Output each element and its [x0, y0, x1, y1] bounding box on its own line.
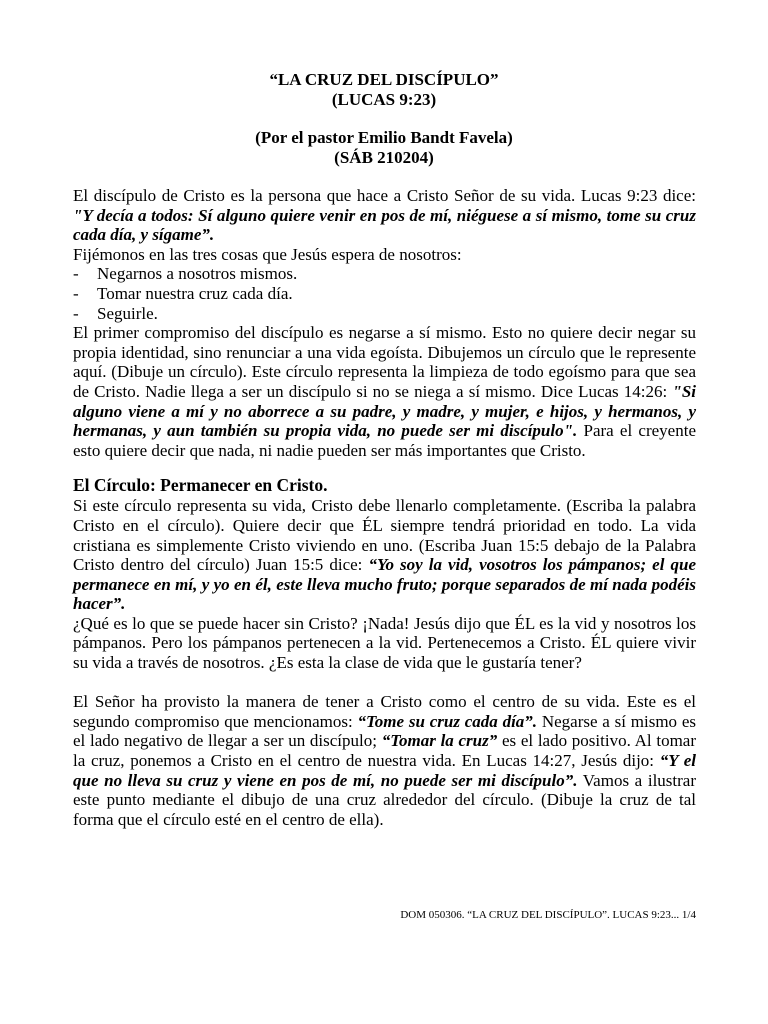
list-dash: -	[73, 303, 79, 323]
second-commitment-text-1: El Señor ha provisto la manera de tener a Cristo como el centro de su vida. Este es el segundo compromiso que mencionamos:	[73, 692, 696, 731]
section-heading: El Círculo: Permanecer en Cristo.	[73, 475, 328, 496]
list-item	[73, 304, 696, 324]
paragraph-three-things: Fijémonos en las tres cosas que Jesús espera de nosotros:	[73, 244, 462, 264]
list-item	[73, 264, 696, 284]
second-commitment-quote-1: “Tome su cruz cada día”.	[357, 711, 538, 731]
document-body	[73, 186, 696, 829]
second-commitment-quote-3: “Y el que no lleva su cruz y viene en pos de mí, no puede ser mi discípulo”.	[73, 751, 696, 790]
circle-quote: “Yo soy la vid, vosotros los pámpanos; el que permanece en mí, y yo en él, este lleva mucho fruto; porque separados de mí nada podéis hacer”.	[73, 555, 696, 614]
intro-quote: "Y decía a todos: Sí alguno quiere venir en pos de mí, niéguese a sí mismo, tome su cruz cada día, y sígame”.	[73, 205, 696, 245]
second-commitment-text-2: Negarse a sí mismo es el lado negativo de llegar a ser un discípulo;	[73, 711, 696, 751]
document-title: “LA CRUZ DEL DISCÍPULO”	[269, 70, 499, 89]
first-commitment-quote: "Si alguno viene a mí y no aborrece a su padre, y madre, y mujer, e hijos, y hermanos, y hermanas, y aun también su propia vida, no puede ser mi discípulo".	[73, 381, 696, 441]
list-item-text: Tomar nuestra cruz cada día.	[97, 283, 293, 303]
paragraph-without-christ: ¿Qué es lo que se puede hacer sin Cristo? ¡Nada! Jesús dijo que ÉL es la vid y nosotros los pámpanos. Pero los pámpanos pertenecen a la vid. Pertenecemos a Cristo. ÉL quiere vivir su vida a través de nosotros. ¿Es esta la clase de vida que le gustaría tener?	[73, 613, 696, 673]
second-commitment-text-4: Vamos a ilustrar este punto mediante el dibujo de una cruz alrededor del círculo. (Dibuje la cruz de tal forma que el círculo esté en el centro de ella).	[73, 770, 696, 829]
list-item-text: Seguirle.	[97, 303, 158, 323]
circle-text: Si este círculo representa su vida, Cristo debe llenarlo completamente. (Escriba la palabra Cristo en el círculo). Quiere decir que ÉL siempre tendrá prioridad en todo. La vida cristiana es simplemente Cristo viviendo en uno. (Escriba Juan 15:5 debajo de la Palabra Cristo dentro del círculo) Juan 15:5 dice:	[73, 496, 696, 575]
paragraph-intro	[73, 186, 696, 245]
first-commitment-conclusion: Para el creyente esto quiere decir que nada, ni nadie pueden ser más importantes que Cristo.	[73, 421, 696, 460]
paragraph-first-commitment	[73, 323, 696, 460]
page-footer: DOM 050306. “LA CRUZ DEL DISCÍPULO”. LUCAS 9:23... 1/4	[400, 909, 696, 921]
first-commitment-text: El primer compromiso del discípulo es negarse a sí mismo. Esto no quiere decir negar su propia identidad, sino renunciar a una vida egoísta. Dibujemos un círculo que le represente aquí. (Dibuje un círculo). Este círculo representa la limpieza de todo egoísmo para que sea de Cristo. Nadie llega a ser un discípulo si no se niega a sí mismo. Dice Lucas 14:26:	[73, 323, 696, 401]
list-item-text: Negarnos a nosotros mismos.	[97, 264, 298, 284]
paragraph-circle	[73, 496, 696, 614]
list-item	[73, 284, 696, 304]
scripture-reference: (LUCAS 9:23)	[331, 90, 437, 109]
author-line: (Por el pastor Emilio Bandt Favela)	[255, 128, 513, 147]
list-dash: -	[73, 264, 79, 284]
paragraph-second-commitment	[73, 692, 696, 829]
second-commitment-text-3: es el lado positivo. Al tomar la cruz, ponemos a Cristo en el centro de nuestra vida. En Lucas 14:27, Jesús dijo:	[73, 731, 696, 771]
intro-text: El discípulo de Cristo es la persona que hace a Cristo Señor de su vida. Lucas 9:23 dice:	[73, 186, 696, 205]
second-commitment-quote-2: “Tomar la cruz”	[381, 731, 498, 751]
date-line: (SÁB 210204)	[334, 148, 434, 167]
list-dash: -	[73, 283, 79, 303]
